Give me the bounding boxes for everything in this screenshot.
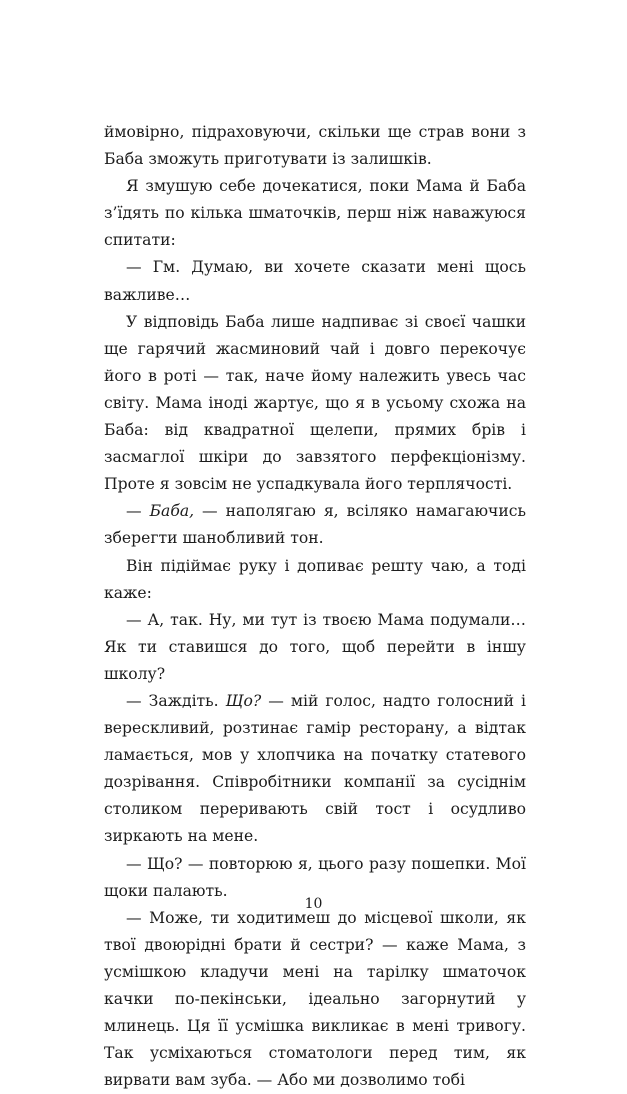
paragraph-4: У відповідь Баба лише надпиває зі своєї чашки ще гарячий жасминовий чай і довго перекочує його в роті — так, наче йому належить увесь час світу. Мама іноді жартує, що я в усьому схожа на Баба: від квадратної щелепи, прямих брів і засмаглої шкіри до завзятого перфекціонізму. Проте я зовсім не успадкувала його терплячості. xyxy=(104,312,526,494)
emphasis-text: Що? xyxy=(225,691,262,710)
paragraph-3: — Гм. Думаю, ви хочете сказати мені щось важливе… xyxy=(104,258,526,304)
paragraph-8: — Заждіть. Що? — мій голос, надто голосний і верескливий, розтинає гамір ресторану, а відтак ламається, мов у хлопчика на початку статевого дозрівання. Співробітники компанії за сусіднім столиком переривають свій тост і осудливо зиркають на мене. xyxy=(104,691,527,846)
body-text xyxy=(104,119,526,1094)
paragraph-9: — Що? — повторюю я, цього разу пошепки. Мої щоки палають. xyxy=(104,854,526,900)
page-number: 10 xyxy=(304,896,323,912)
paragraph-5: — Баба, — наполягаю я, всіляко намагаючись зберегти шанобливий тон. xyxy=(104,502,526,548)
paragraph-2: Я змушую себе дочекатися, поки Мама й Баба з’їдять по кілька шматочків, перш ніж наважуюся спитати: xyxy=(104,177,526,250)
paragraph-7: — А, так. Ну, ми тут із твоєю Мама подумали… Як ти ставишся до того, щоб перейти в іншу школу? xyxy=(104,610,526,683)
paragraph-1: ймовірно, підраховуючи, скільки ще страв вони з Баба зможуть приготувати із залишків. xyxy=(104,123,526,169)
paragraph-10: — Може, ти ходитимеш до місцевої школи, як твої двоюрідні брати й сестри? — каже Мама, з усмішкою кладучи мені на тарілку шматочок качки по-пекінськи, ідеально загорнутий у млинець. Ця її усмішка викликає в мені тривогу. Так усміхаються стоматологи перед тим, як вирвати вам зуба. — Або ми дозволимо тобі xyxy=(104,908,526,1090)
emphasis-text: Баба, xyxy=(149,502,195,521)
paragraph-6: Він підіймає руку і допиває решту чаю, а тоді каже: xyxy=(104,556,526,602)
